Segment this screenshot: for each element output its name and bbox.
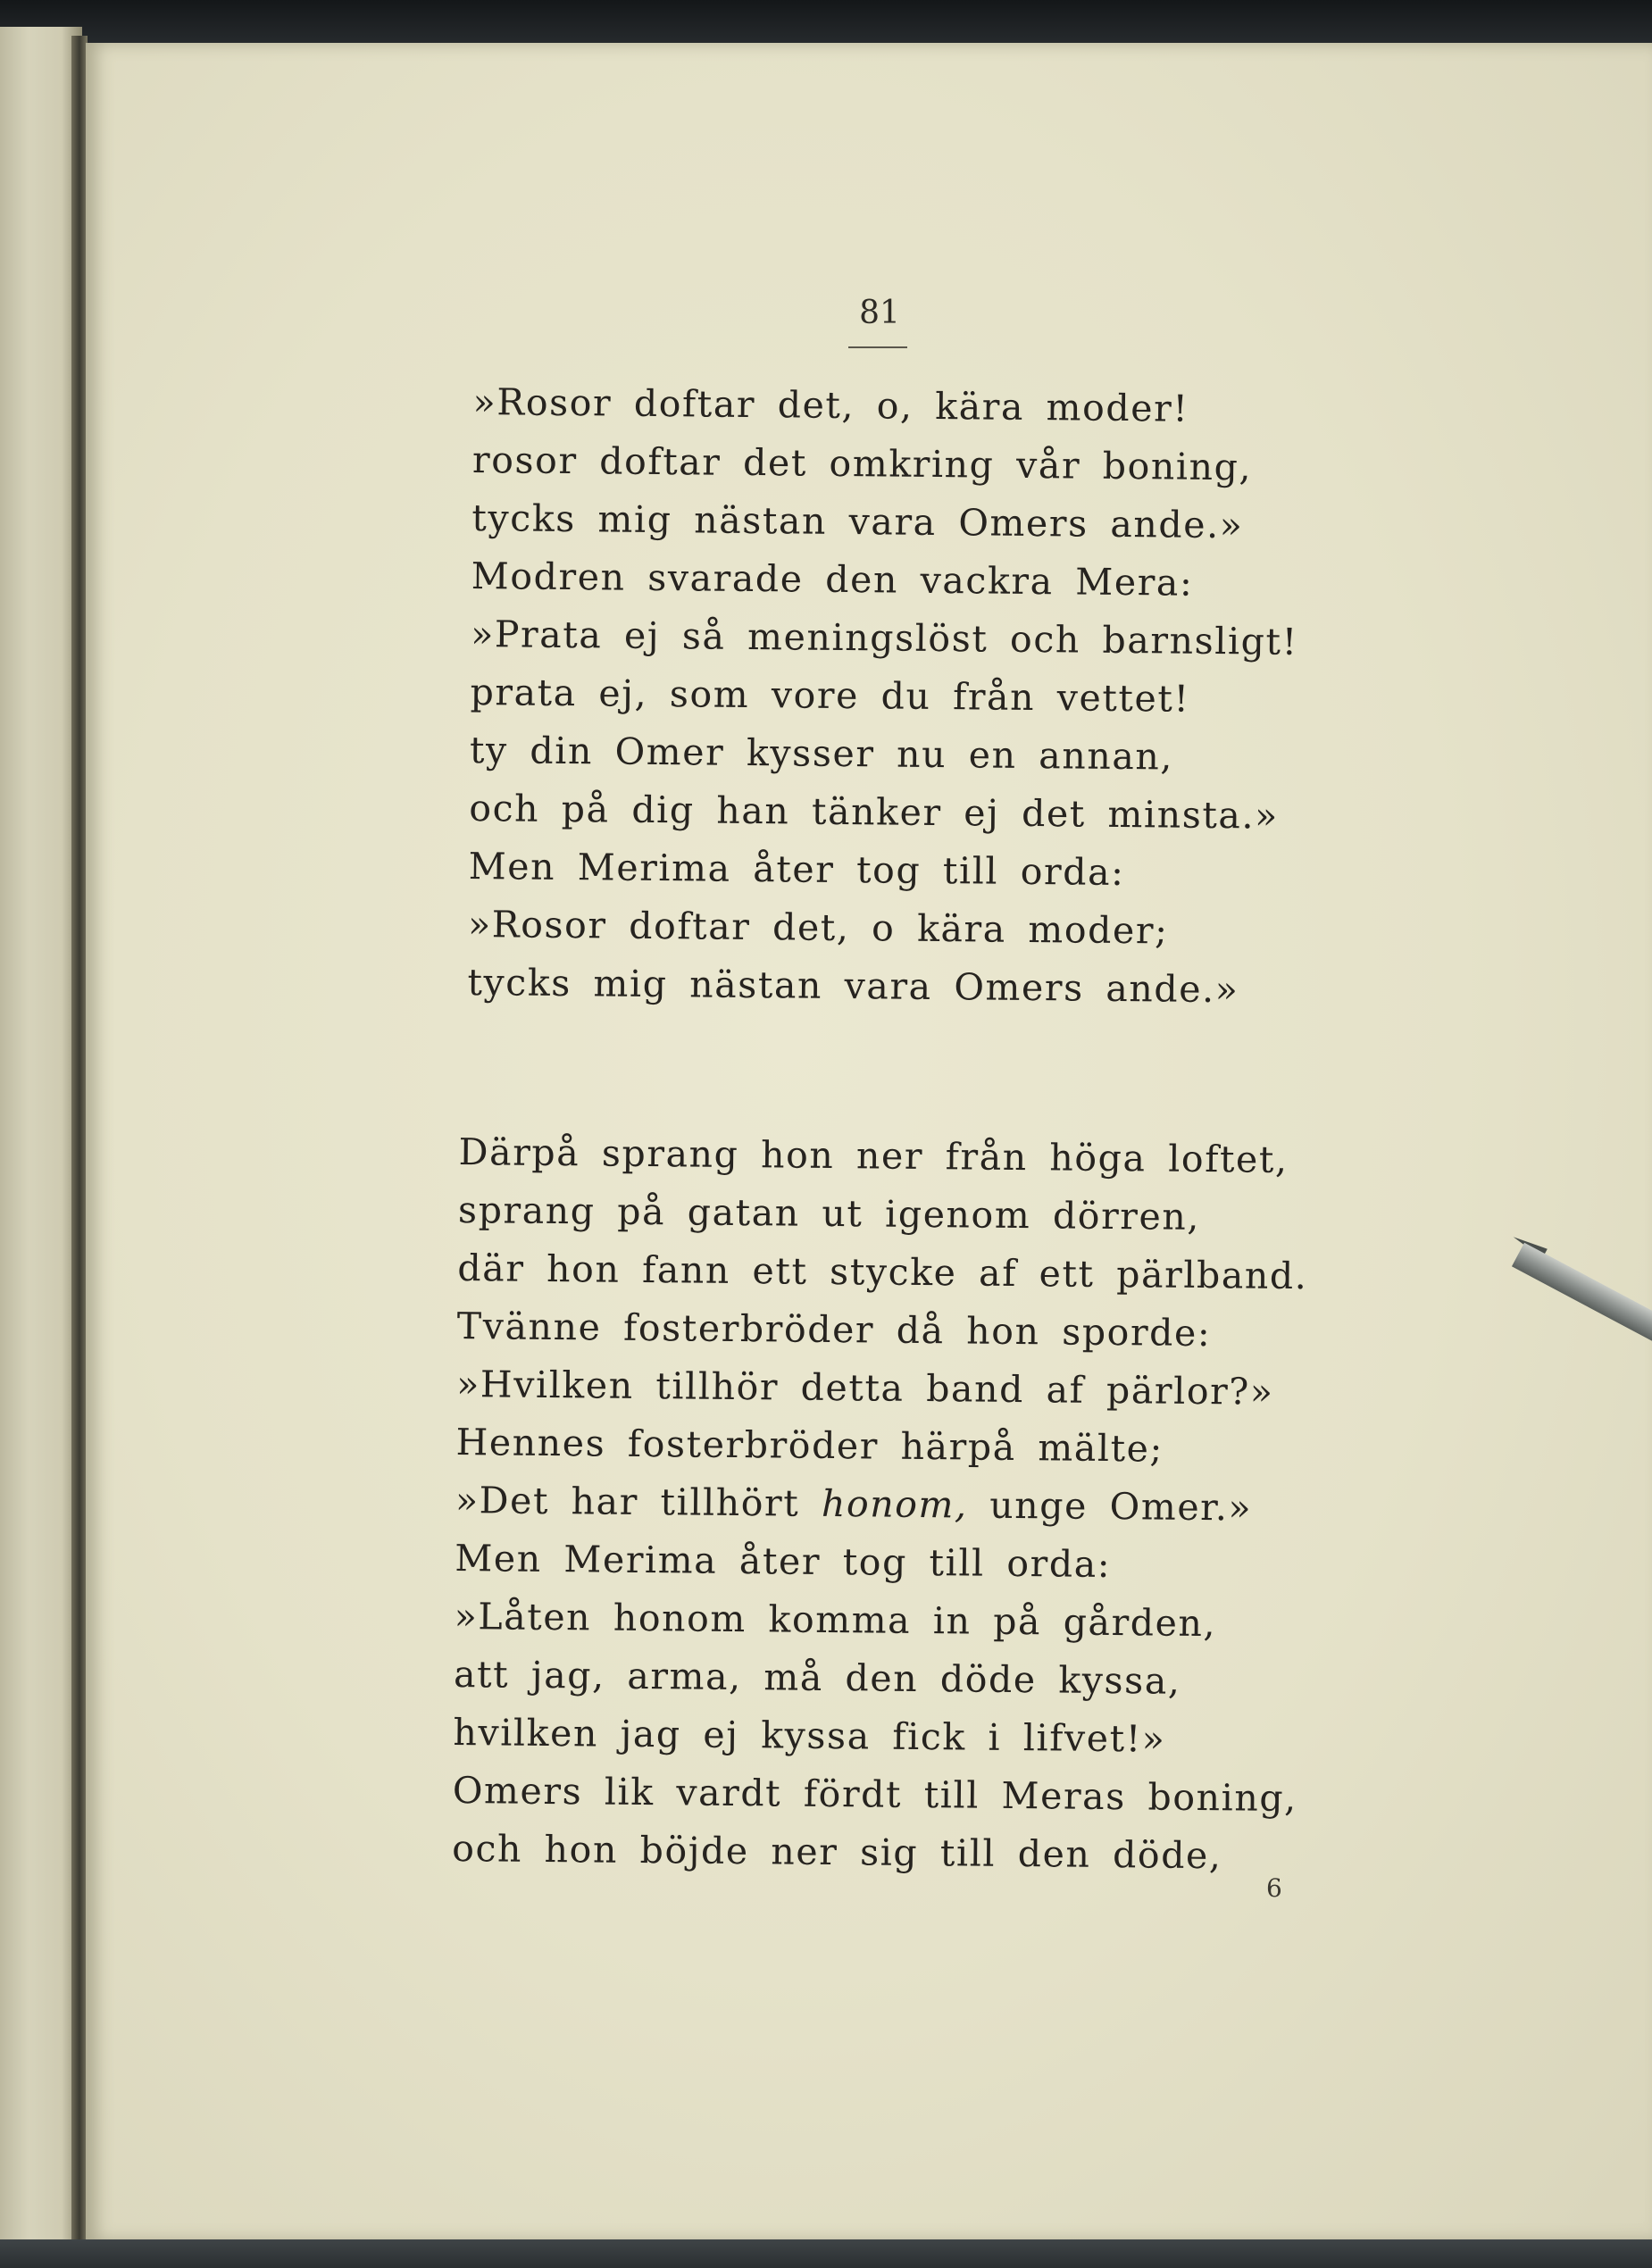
poem-line: Omers lik vardt fördt till Meras boning, xyxy=(452,1768,1298,1821)
poem-line: Hennes fosterbröder härpå mälte; xyxy=(455,1420,1164,1471)
poem-line: att jag, arma, må den döde kyssa, xyxy=(453,1652,1181,1703)
poem-line: Modren svarade den vackra Mera: xyxy=(471,554,1194,605)
poem-line: Men Merima åter tog till orda: xyxy=(455,1536,1112,1587)
poem-line: Men Merima åter tog till orda: xyxy=(468,844,1125,895)
page-number-rule xyxy=(848,346,907,348)
poem-line: »Rosor doftar det, o kära moder; xyxy=(467,902,1169,953)
stanza-1 xyxy=(467,373,1300,1020)
signature-mark: 6 xyxy=(1266,1873,1282,1903)
line-text: unge Omer.» xyxy=(967,1483,1253,1530)
italic-word: honom, xyxy=(821,1481,968,1527)
poem-line: Tvänne fosterbröder då hon sporde: xyxy=(456,1304,1212,1355)
bottom-edge xyxy=(0,2239,1652,2268)
poem-line: och hon böjde ner sig till den döde, xyxy=(451,1826,1222,1878)
poem-line: prata ej, som vore du från vettet! xyxy=(470,670,1190,721)
poem-line: hvilken jag ej kyssa fick i lifvet!» xyxy=(453,1710,1166,1761)
poem-line: rosor doftar det omkring vår boning, xyxy=(471,438,1253,489)
poem-line: sprang på gatan ut igenom dörren, xyxy=(457,1188,1201,1238)
poem-line: ty din Omer kysser nu en annan, xyxy=(469,728,1174,779)
poem-line: och på dig han tänker ej det minsta.» xyxy=(469,786,1280,838)
poem-line: »Rosor doftar det, o, kära moder! xyxy=(472,379,1189,430)
poem-line: »Prata ej så meningslöst och barnsligt! xyxy=(470,612,1298,663)
poem-line: »Låten honom komma in på gården, xyxy=(454,1594,1217,1646)
line-text: »Det har tillhört xyxy=(455,1478,822,1525)
poem-line: »Hvilken tillhör detta band af pärlor?» xyxy=(455,1362,1274,1413)
poem-line: tycks mig nästan vara Omers ande.» xyxy=(467,960,1239,1012)
page-number: 81 xyxy=(859,295,900,331)
poem-line: där hon fann ett stycke af ett pärlband. xyxy=(457,1246,1308,1298)
poem-line: Därpå sprang hon ner från höga loftet, xyxy=(458,1130,1289,1181)
poem-line-with-italic xyxy=(455,1472,1306,1538)
poem-line: tycks mig nästan vara Omers ande.» xyxy=(471,496,1244,547)
left-page-edge xyxy=(0,27,82,2246)
stanza-2 xyxy=(452,1123,1309,1886)
